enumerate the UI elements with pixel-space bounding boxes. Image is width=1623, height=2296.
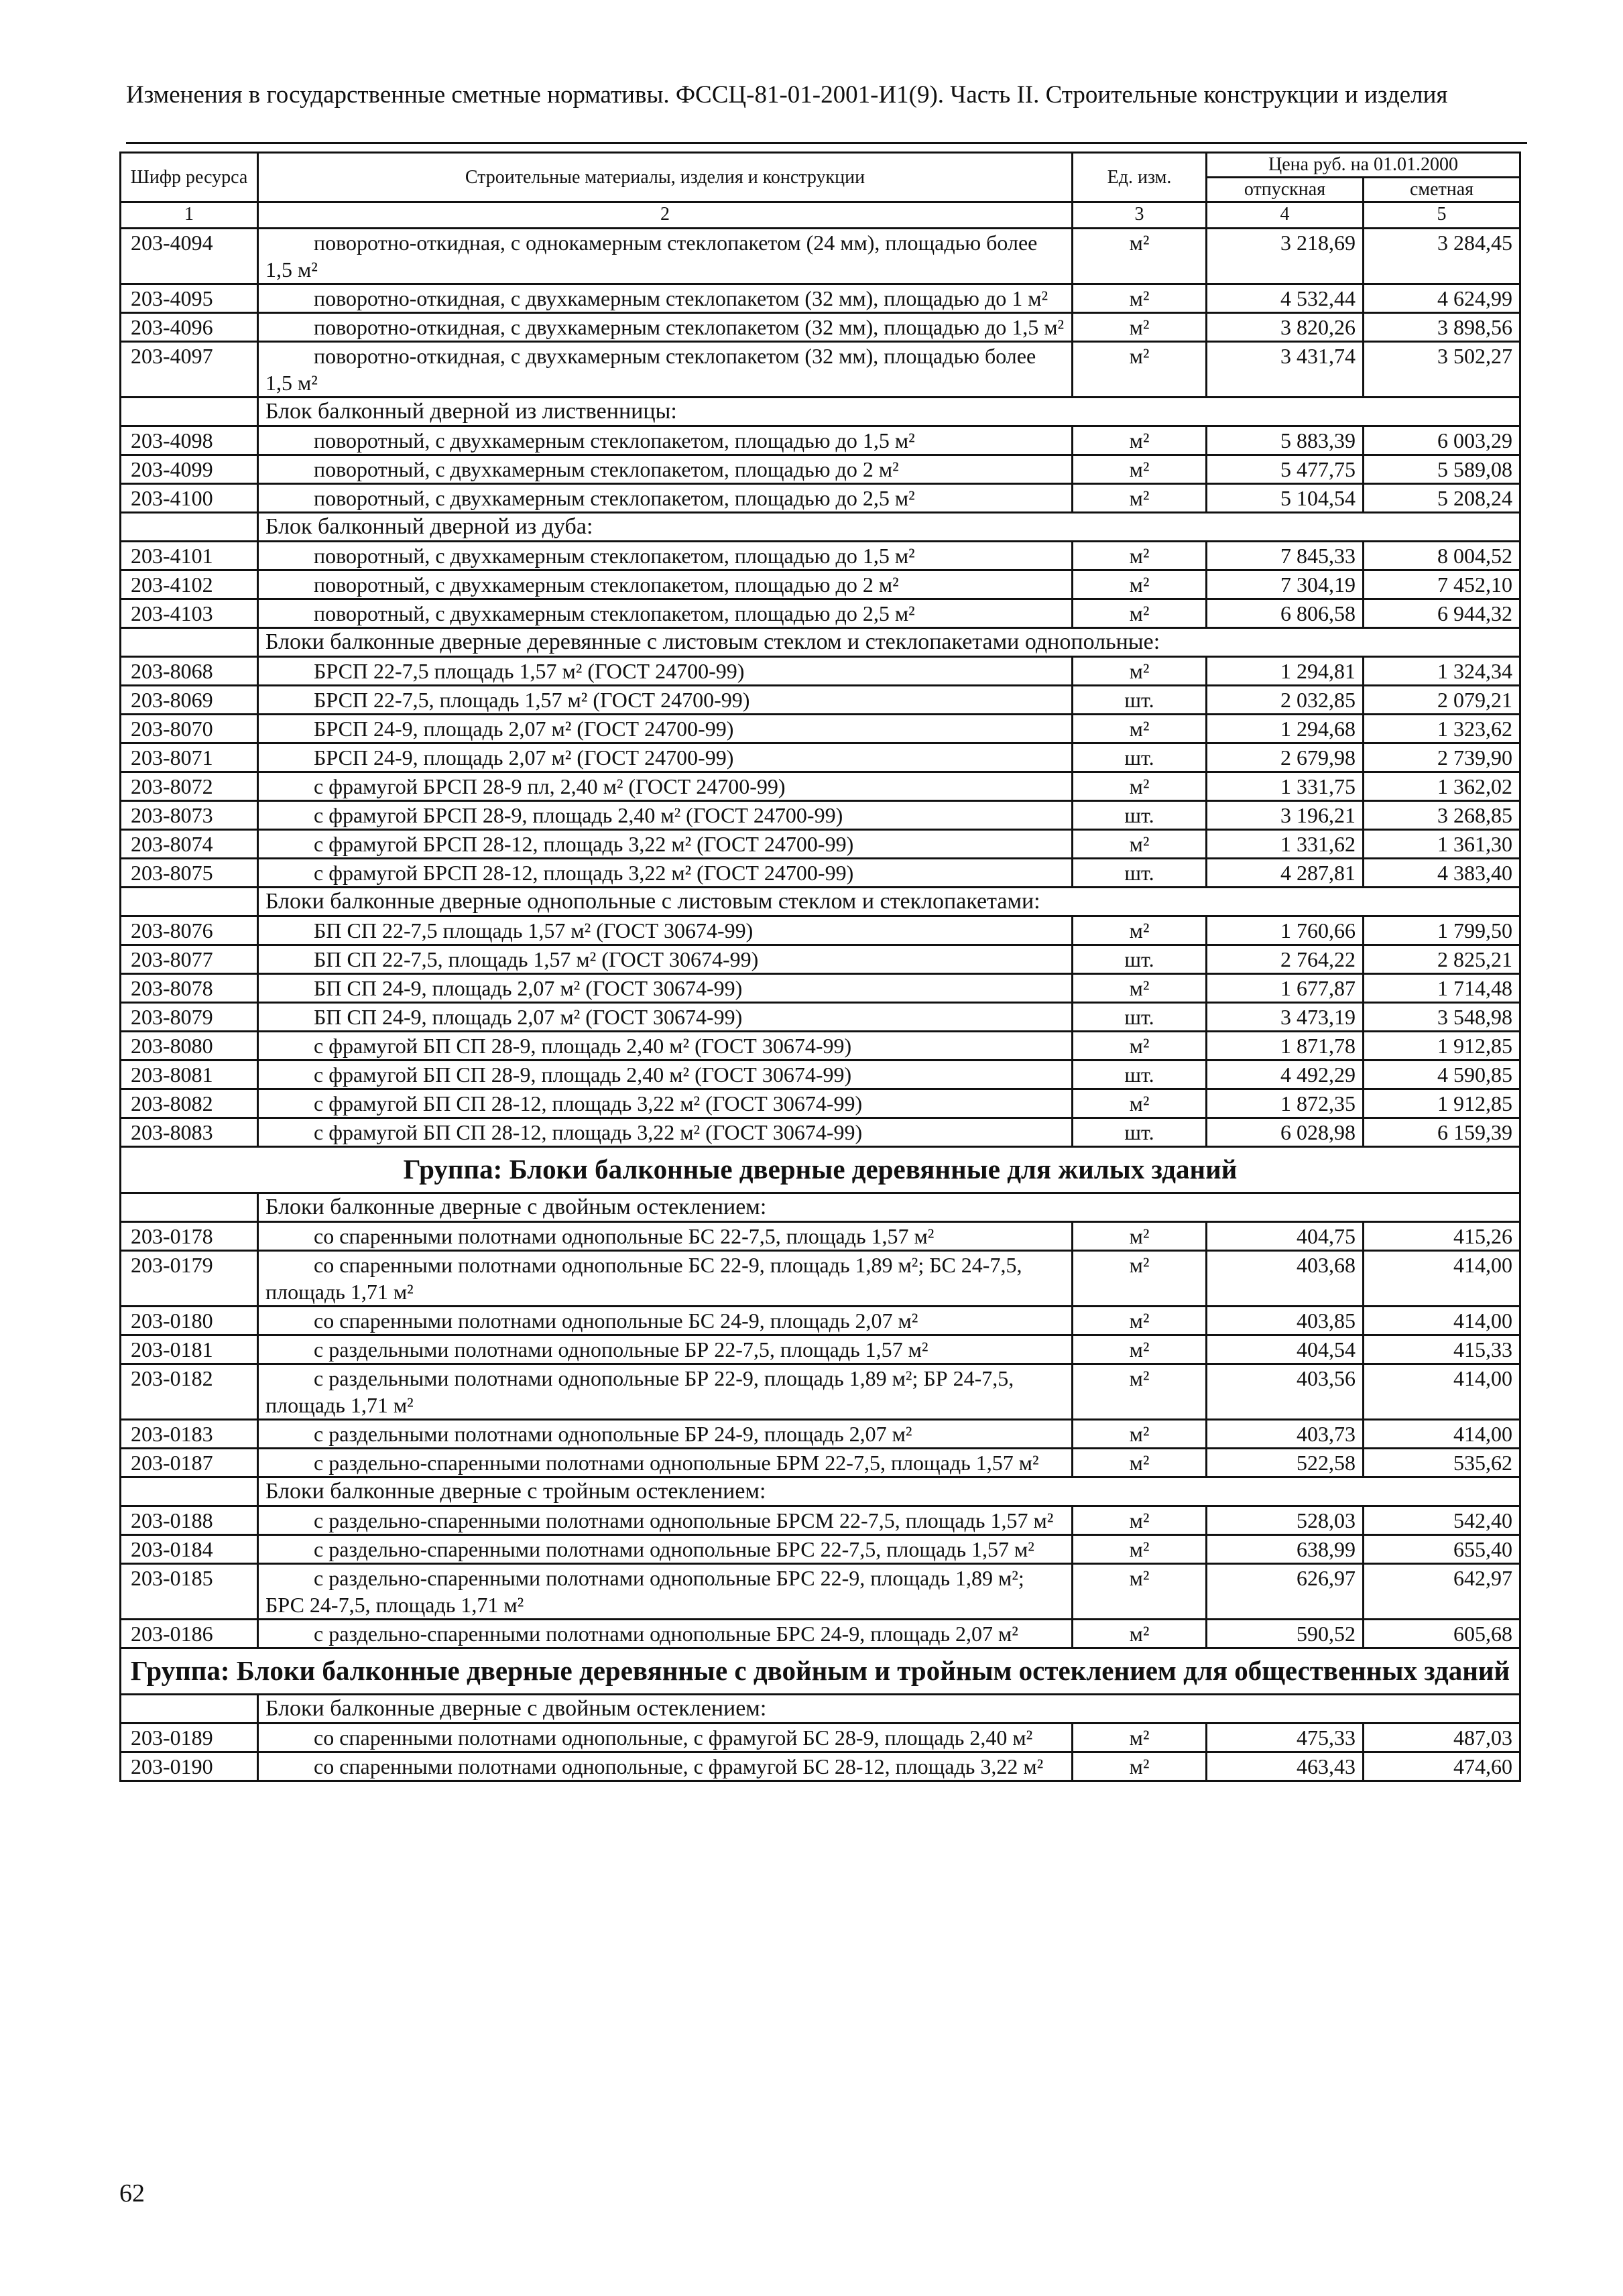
table-row [121, 1620, 1520, 1648]
release-price: 590,52 [1207, 1620, 1364, 1648]
resource-code: 203-8078 [121, 974, 258, 1003]
estimate-price: 4 383,40 [1364, 859, 1520, 888]
material-name: поворотно-откидная, с двухкамерным стеклопакетом (32 мм), площадью до 1,5 м² [258, 313, 1073, 342]
unit: м² [1073, 772, 1207, 801]
empty-cell [121, 513, 258, 542]
unit: м² [1073, 313, 1207, 342]
table-row [121, 772, 1520, 801]
unit: м² [1073, 1364, 1207, 1420]
unit: м² [1073, 1032, 1207, 1061]
resource-code: 203-8069 [121, 686, 258, 715]
header-estimate-price: сметная [1364, 178, 1520, 202]
unit: м² [1073, 1251, 1207, 1307]
release-price: 3 473,19 [1207, 1003, 1364, 1032]
material-name: с раздельно-спаренными полотнами однопольные БРС 24-9, площадь 2,07 м² [258, 1620, 1073, 1648]
subheading-text: Блок балконный дверной из дуба: [258, 513, 1520, 542]
group-title: Группа: Блоки балконные дверные деревянные для жилых зданий [121, 1147, 1520, 1193]
subheading-row [121, 628, 1520, 657]
resource-code: 203-0188 [121, 1506, 258, 1535]
unit: м² [1073, 426, 1207, 455]
estimate-price: 474,60 [1364, 1752, 1520, 1781]
resource-code: 203-8074 [121, 830, 258, 859]
material-name: со спаренными полотнами однопольные БС 22-7,5, площадь 1,57 м² [258, 1222, 1073, 1251]
resource-code: 203-8070 [121, 715, 258, 743]
material-name: поворотный, с двухкамерным стеклопакетом, площадью до 2,5 м² [258, 599, 1073, 628]
release-price: 4 287,81 [1207, 859, 1364, 888]
table-row [121, 1724, 1520, 1752]
estimate-price: 2 079,21 [1364, 686, 1520, 715]
resource-code: 203-0182 [121, 1364, 258, 1420]
subheading-row [121, 888, 1520, 916]
release-price: 403,85 [1207, 1307, 1364, 1335]
estimate-price: 1 912,85 [1364, 1089, 1520, 1118]
release-price: 404,54 [1207, 1335, 1364, 1364]
unit: м² [1073, 542, 1207, 570]
resource-code: 203-4096 [121, 313, 258, 342]
material-name: со спаренными полотнами однопольные БС 24-9, площадь 2,07 м² [258, 1307, 1073, 1335]
unit: м² [1073, 342, 1207, 398]
estimate-price: 3 284,45 [1364, 229, 1520, 284]
material-name: с раздельными полотнами однопольные БР 22-9, площадь 1,89 м²; БР 24-7,5, площадь 1,71 м² [258, 1364, 1073, 1420]
release-price: 403,68 [1207, 1251, 1364, 1307]
table-row [121, 715, 1520, 743]
release-price: 3 218,69 [1207, 229, 1364, 284]
table-row [121, 313, 1520, 342]
estimate-price: 6 003,29 [1364, 426, 1520, 455]
estimate-price: 414,00 [1364, 1307, 1520, 1335]
table-row [121, 229, 1520, 284]
estimate-price: 1 361,30 [1364, 830, 1520, 859]
material-name: с фрамугой БП СП 28-12, площадь 3,22 м² (ГОСТ 30674-99) [258, 1118, 1073, 1147]
resource-code: 203-4101 [121, 542, 258, 570]
table-row [121, 1307, 1520, 1335]
resource-code: 203-8073 [121, 801, 258, 830]
table-row [121, 1449, 1520, 1477]
header-unit: Ед. изм. [1073, 153, 1207, 202]
estimate-price: 6 944,32 [1364, 599, 1520, 628]
resource-code: 203-8083 [121, 1118, 258, 1147]
header-rule [126, 142, 1527, 144]
material-name: поворотный, с двухкамерным стеклопакетом, площадью до 1,5 м² [258, 542, 1073, 570]
release-price: 3 820,26 [1207, 313, 1364, 342]
resource-code: 203-4095 [121, 284, 258, 313]
table-row [121, 657, 1520, 686]
unit: м² [1073, 284, 1207, 313]
table-row [121, 342, 1520, 398]
table-body [121, 229, 1520, 1781]
table-row [121, 830, 1520, 859]
subheading-row [121, 1477, 1520, 1506]
unit: м² [1073, 1307, 1207, 1335]
estimate-price: 8 004,52 [1364, 542, 1520, 570]
release-price: 2 764,22 [1207, 945, 1364, 974]
table-row [121, 426, 1520, 455]
estimate-price: 415,26 [1364, 1222, 1520, 1251]
table-row [121, 570, 1520, 599]
estimate-price: 535,62 [1364, 1449, 1520, 1477]
unit: м² [1073, 1620, 1207, 1648]
material-name: БП СП 24-9, площадь 2,07 м² (ГОСТ 30674-99) [258, 974, 1073, 1003]
release-price: 403,56 [1207, 1364, 1364, 1420]
subheading-row [121, 1193, 1520, 1222]
resource-code: 203-8071 [121, 743, 258, 772]
resource-code: 203-0187 [121, 1449, 258, 1477]
material-name: с фрамугой БП СП 28-9, площадь 2,40 м² (ГОСТ 30674-99) [258, 1061, 1073, 1089]
material-name: БП СП 22-7,5, площадь 1,57 м² (ГОСТ 30674-99) [258, 945, 1073, 974]
column-number: 2 [258, 202, 1073, 229]
resource-code: 203-8080 [121, 1032, 258, 1061]
unit: м² [1073, 715, 1207, 743]
group-title: Группа: Блоки балконные дверные деревянные с двойным и тройным остеклением для общественных зданий [121, 1648, 1520, 1695]
resource-code: 203-0189 [121, 1724, 258, 1752]
unit: м² [1073, 484, 1207, 513]
table-row [121, 1089, 1520, 1118]
table-row [121, 1061, 1520, 1089]
unit: м² [1073, 916, 1207, 945]
material-name: с раздельно-спаренными полотнами однопольные БРМ 22-7,5, площадь 1,57 м² [258, 1449, 1073, 1477]
material-name: поворотный, с двухкамерным стеклопакетом, площадью до 2 м² [258, 455, 1073, 484]
column-number: 1 [121, 202, 258, 229]
release-price: 1 294,81 [1207, 657, 1364, 686]
resource-code: 203-4103 [121, 599, 258, 628]
release-price: 1 331,62 [1207, 830, 1364, 859]
material-name: с фрамугой БП СП 28-9, площадь 2,40 м² (ГОСТ 30674-99) [258, 1032, 1073, 1061]
header-price: Цена руб. на 01.01.2000 [1207, 153, 1520, 178]
release-price: 404,75 [1207, 1222, 1364, 1251]
estimate-price: 605,68 [1364, 1620, 1520, 1648]
release-price: 1 872,35 [1207, 1089, 1364, 1118]
material-name: с раздельно-спаренными полотнами однопольные БРС 22-9, площадь 1,89 м²; БРС 24-7,5, площадь 1,71 м² [258, 1564, 1073, 1620]
empty-cell [121, 398, 258, 426]
unit: м² [1073, 1089, 1207, 1118]
resource-code: 203-0186 [121, 1620, 258, 1648]
material-name: поворотно-откидная, с двухкамерным стеклопакетом (32 мм), площадью более 1,5 м² [258, 342, 1073, 398]
material-name: с фрамугой БРСП 28-9, площадь 2,40 м² (ГОСТ 24700-99) [258, 801, 1073, 830]
unit: м² [1073, 1506, 1207, 1535]
unit: м² [1073, 1449, 1207, 1477]
release-price: 3 196,21 [1207, 801, 1364, 830]
table-row [121, 542, 1520, 570]
material-name: с фрамугой БРСП 28-12, площадь 3,22 м² (ГОСТ 24700-99) [258, 830, 1073, 859]
estimate-price: 5 589,08 [1364, 455, 1520, 484]
column-number: 3 [1073, 202, 1207, 229]
table-row [121, 1752, 1520, 1781]
estimate-price: 642,97 [1364, 1564, 1520, 1620]
estimate-price: 6 159,39 [1364, 1118, 1520, 1147]
subheading-text: Блоки балконные дверные с двойным остеклением: [258, 1193, 1520, 1222]
header-release-price: отпускная [1207, 178, 1364, 202]
empty-cell [121, 1477, 258, 1506]
release-price: 7 845,33 [1207, 542, 1364, 570]
unit: шт. [1073, 1003, 1207, 1032]
material-name: БРСП 24-9, площадь 2,07 м² (ГОСТ 24700-99) [258, 743, 1073, 772]
column-number: 5 [1364, 202, 1520, 229]
resource-code: 203-4100 [121, 484, 258, 513]
table-row [121, 1003, 1520, 1032]
page-number: 62 [119, 2179, 145, 2208]
material-name: с раздельными полотнами однопольные БР 22-7,5, площадь 1,57 м² [258, 1335, 1073, 1364]
release-price: 3 431,74 [1207, 342, 1364, 398]
release-price: 528,03 [1207, 1506, 1364, 1535]
estimate-price: 1 323,62 [1364, 715, 1520, 743]
header-code: Шифр ресурса [121, 153, 258, 202]
estimate-price: 2 825,21 [1364, 945, 1520, 974]
resource-code: 203-8082 [121, 1089, 258, 1118]
release-price: 2 032,85 [1207, 686, 1364, 715]
material-name: поворотный, с двухкамерным стеклопакетом, площадью до 1,5 м² [258, 426, 1073, 455]
estimate-price: 414,00 [1364, 1364, 1520, 1420]
release-price: 1 294,68 [1207, 715, 1364, 743]
estimate-price: 414,00 [1364, 1251, 1520, 1307]
unit: м² [1073, 830, 1207, 859]
resource-code: 203-4097 [121, 342, 258, 398]
resource-code: 203-0178 [121, 1222, 258, 1251]
release-price: 1 331,75 [1207, 772, 1364, 801]
empty-cell [121, 888, 258, 916]
table-row [121, 859, 1520, 888]
material-name: поворотно-откидная, с двухкамерным стеклопакетом (32 мм), площадью до 1 м² [258, 284, 1073, 313]
estimate-price: 5 208,24 [1364, 484, 1520, 513]
table-row [121, 599, 1520, 628]
column-number: 4 [1207, 202, 1364, 229]
empty-cell [121, 628, 258, 657]
table-row [121, 945, 1520, 974]
price-table [119, 152, 1521, 1782]
unit: м² [1073, 1752, 1207, 1781]
unit: шт. [1073, 801, 1207, 830]
table-row [121, 1535, 1520, 1564]
release-price: 5 883,39 [1207, 426, 1364, 455]
table-row [121, 1364, 1520, 1420]
release-price: 1 871,78 [1207, 1032, 1364, 1061]
table-row [121, 1420, 1520, 1449]
material-name: БП СП 22-7,5 площадь 1,57 м² (ГОСТ 30674-99) [258, 916, 1073, 945]
release-price: 5 477,75 [1207, 455, 1364, 484]
estimate-price: 1 324,34 [1364, 657, 1520, 686]
resource-code: 203-4098 [121, 426, 258, 455]
unit: м² [1073, 599, 1207, 628]
table-row [121, 686, 1520, 715]
resource-code: 203-0185 [121, 1564, 258, 1620]
release-price: 4 492,29 [1207, 1061, 1364, 1089]
estimate-price: 3 502,27 [1364, 342, 1520, 398]
release-price: 1 677,87 [1207, 974, 1364, 1003]
table-row [121, 743, 1520, 772]
column-number-row [121, 202, 1520, 229]
estimate-price: 4 624,99 [1364, 284, 1520, 313]
release-price: 7 304,19 [1207, 570, 1364, 599]
table-row [121, 1032, 1520, 1061]
unit: м² [1073, 570, 1207, 599]
table-row [121, 801, 1520, 830]
unit: м² [1073, 1420, 1207, 1449]
subheading-row [121, 1695, 1520, 1724]
release-price: 475,33 [1207, 1724, 1364, 1752]
material-name: с раздельно-спаренными полотнами однопольные БРС 22-7,5, площадь 1,57 м² [258, 1535, 1073, 1564]
group-row [121, 1147, 1520, 1193]
material-name: поворотный, с двухкамерным стеклопакетом, площадью до 2 м² [258, 570, 1073, 599]
material-name: поворотно-откидная, с однокамерным стеклопакетом (24 мм), площадью более 1,5 м² [258, 229, 1073, 284]
empty-cell [121, 1695, 258, 1724]
material-name: с раздельно-спаренными полотнами однопольные БРСМ 22-7,5, площадь 1,57 м² [258, 1506, 1073, 1535]
unit: м² [1073, 1222, 1207, 1251]
release-price: 626,97 [1207, 1564, 1364, 1620]
resource-code: 203-0180 [121, 1307, 258, 1335]
subheading-text: Блоки балконные дверные деревянные с листовым стеклом и стеклопакетами однопольные: [258, 628, 1520, 657]
header-name: Строительные материалы, изделия и конструкции [258, 153, 1073, 202]
resource-code: 203-0184 [121, 1535, 258, 1564]
estimate-price: 655,40 [1364, 1535, 1520, 1564]
estimate-price: 1 799,50 [1364, 916, 1520, 945]
resource-code: 203-0183 [121, 1420, 258, 1449]
resource-code: 203-8076 [121, 916, 258, 945]
table-row [121, 284, 1520, 313]
unit: м² [1073, 974, 1207, 1003]
subheading-text: Блоки балконные дверные с тройным остеклением: [258, 1477, 1520, 1506]
material-name: БРСП 24-9, площадь 2,07 м² (ГОСТ 24700-99) [258, 715, 1073, 743]
page-header-title: Изменения в государственные сметные нормативы. ФССЦ-81-01-2001-И1(9). Часть II. Строительные конструкции и изделия [126, 81, 1448, 109]
resource-code: 203-8079 [121, 1003, 258, 1032]
resource-code: 203-8077 [121, 945, 258, 974]
resource-code: 203-0190 [121, 1752, 258, 1781]
table-row [121, 484, 1520, 513]
material-name: БП СП 24-9, площадь 2,07 м² (ГОСТ 30674-99) [258, 1003, 1073, 1032]
unit: шт. [1073, 686, 1207, 715]
table-row [121, 974, 1520, 1003]
unit: шт. [1073, 1118, 1207, 1147]
release-price: 4 532,44 [1207, 284, 1364, 313]
table-row [121, 1118, 1520, 1147]
resource-code: 203-8072 [121, 772, 258, 801]
material-name: со спаренными полотнами однопольные, с фрамугой БС 28-12, площадь 3,22 м² [258, 1752, 1073, 1781]
subheading-row [121, 398, 1520, 426]
estimate-price: 2 739,90 [1364, 743, 1520, 772]
resource-code: 203-8075 [121, 859, 258, 888]
unit: шт. [1073, 859, 1207, 888]
unit: м² [1073, 1724, 1207, 1752]
table-row [121, 1222, 1520, 1251]
unit: м² [1073, 657, 1207, 686]
material-name: БРСП 22-7,5, площадь 1,57 м² (ГОСТ 24700-99) [258, 686, 1073, 715]
table-row [121, 1251, 1520, 1307]
group-row [121, 1648, 1520, 1695]
estimate-price: 542,40 [1364, 1506, 1520, 1535]
material-name: с фрамугой БРСП 28-12, площадь 3,22 м² (ГОСТ 24700-99) [258, 859, 1073, 888]
estimate-price: 3 898,56 [1364, 313, 1520, 342]
table-row [121, 455, 1520, 484]
material-name: со спаренными полотнами однопольные, с фрамугой БС 28-9, площадь 2,40 м² [258, 1724, 1073, 1752]
material-name: поворотный, с двухкамерным стеклопакетом, площадью до 2,5 м² [258, 484, 1073, 513]
estimate-price: 415,33 [1364, 1335, 1520, 1364]
estimate-price: 1 912,85 [1364, 1032, 1520, 1061]
resource-code: 203-4094 [121, 229, 258, 284]
release-price: 6 806,58 [1207, 599, 1364, 628]
release-price: 463,43 [1207, 1752, 1364, 1781]
unit: шт. [1073, 743, 1207, 772]
unit: м² [1073, 1335, 1207, 1364]
release-price: 5 104,54 [1207, 484, 1364, 513]
resource-code: 203-4099 [121, 455, 258, 484]
release-price: 1 760,66 [1207, 916, 1364, 945]
subheading-text: Блоки балконные дверные с двойным остеклением: [258, 1695, 1520, 1724]
table-row [121, 1564, 1520, 1620]
estimate-price: 3 268,85 [1364, 801, 1520, 830]
estimate-price: 1 362,02 [1364, 772, 1520, 801]
subheading-text: Блок балконный дверной из лиственницы: [258, 398, 1520, 426]
resource-code: 203-0179 [121, 1251, 258, 1307]
material-name: со спаренными полотнами однопольные БС 22-9, площадь 1,89 м²; БС 24-7,5, площадь 1,71 м² [258, 1251, 1073, 1307]
resource-code: 203-4102 [121, 570, 258, 599]
estimate-price: 7 452,10 [1364, 570, 1520, 599]
material-name: с фрамугой БП СП 28-12, площадь 3,22 м² (ГОСТ 30674-99) [258, 1089, 1073, 1118]
release-price: 2 679,98 [1207, 743, 1364, 772]
estimate-price: 414,00 [1364, 1420, 1520, 1449]
release-price: 638,99 [1207, 1535, 1364, 1564]
subheading-text: Блоки балконные дверные однопольные с листовым стеклом и стеклопакетами: [258, 888, 1520, 916]
table-row [121, 1506, 1520, 1535]
estimate-price: 1 714,48 [1364, 974, 1520, 1003]
unit: м² [1073, 455, 1207, 484]
estimate-price: 487,03 [1364, 1724, 1520, 1752]
unit: шт. [1073, 945, 1207, 974]
table-row [121, 1335, 1520, 1364]
resource-code: 203-8068 [121, 657, 258, 686]
estimate-price: 3 548,98 [1364, 1003, 1520, 1032]
release-price: 6 028,98 [1207, 1118, 1364, 1147]
estimate-price: 4 590,85 [1364, 1061, 1520, 1089]
unit: м² [1073, 229, 1207, 284]
subheading-row [121, 513, 1520, 542]
unit: м² [1073, 1564, 1207, 1620]
resource-code: 203-0181 [121, 1335, 258, 1364]
empty-cell [121, 1193, 258, 1222]
resource-code: 203-8081 [121, 1061, 258, 1089]
unit: шт. [1073, 1061, 1207, 1089]
table-row [121, 916, 1520, 945]
material-name: с раздельными полотнами однопольные БР 24-9, площадь 2,07 м² [258, 1420, 1073, 1449]
material-name: БРСП 22-7,5 площадь 1,57 м² (ГОСТ 24700-99) [258, 657, 1073, 686]
release-price: 403,73 [1207, 1420, 1364, 1449]
release-price: 522,58 [1207, 1449, 1364, 1477]
unit: м² [1073, 1535, 1207, 1564]
material-name: с фрамугой БРСП 28-9 пл, 2,40 м² (ГОСТ 24700-99) [258, 772, 1073, 801]
